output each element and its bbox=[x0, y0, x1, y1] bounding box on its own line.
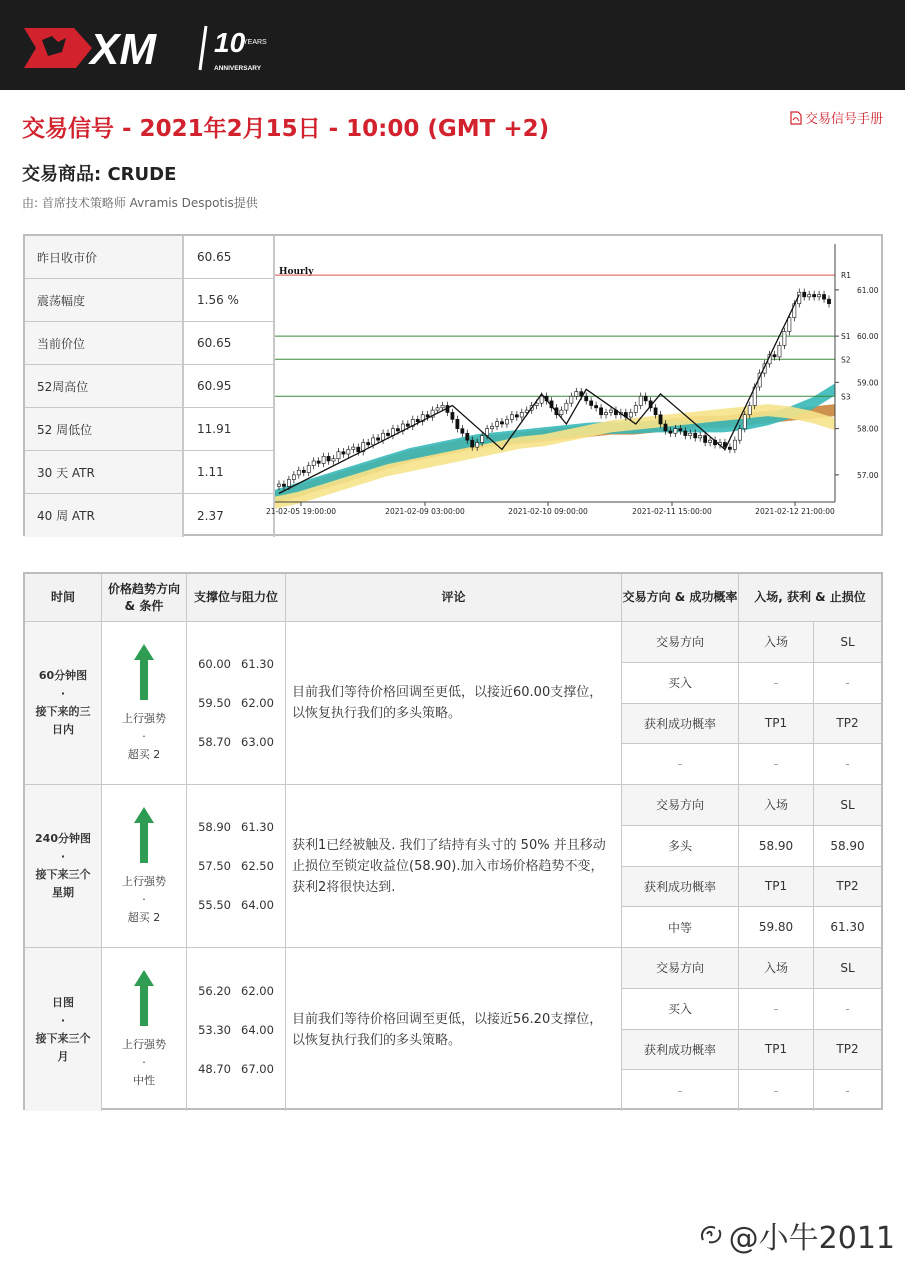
logo-years: YEARS bbox=[243, 39, 267, 46]
signal-grid-cell: - bbox=[814, 989, 881, 1030]
candle-body bbox=[822, 295, 825, 300]
resistance-value: 62.00 bbox=[241, 696, 274, 710]
signal-grid-cell: 多头 bbox=[622, 826, 739, 867]
candle-body bbox=[282, 484, 285, 486]
signal-grid-cell: 交易方向 bbox=[622, 785, 739, 826]
timeframe-text: · bbox=[60, 687, 66, 700]
candle-body bbox=[704, 436, 707, 443]
candle-body bbox=[500, 422, 503, 424]
candle-body bbox=[560, 410, 563, 415]
signal-grid-cell: TP2 bbox=[814, 1030, 881, 1071]
candle-body bbox=[287, 480, 290, 487]
stat-value: 2.37 bbox=[184, 494, 275, 537]
candle-body bbox=[565, 403, 568, 410]
candle-body bbox=[327, 456, 330, 461]
hourly-chart bbox=[265, 236, 881, 534]
resistance-value: 62.50 bbox=[241, 859, 274, 873]
signal-grid-cell: 58.90 bbox=[814, 826, 881, 867]
candle-body bbox=[585, 396, 588, 401]
chart-background bbox=[275, 236, 881, 534]
level-pair bbox=[198, 971, 274, 1010]
resistance-value: 61.30 bbox=[241, 820, 274, 834]
candle-body bbox=[337, 452, 340, 459]
signal-grid-cell: TP2 bbox=[814, 867, 881, 908]
timeframe-text: 接下来三个 bbox=[35, 868, 91, 881]
stat-label: 当前价位 bbox=[25, 322, 184, 364]
stat-row bbox=[25, 365, 275, 408]
candle-body bbox=[570, 396, 573, 403]
trend-text: 超买 2 bbox=[127, 748, 161, 761]
stat-value: 1.56 % bbox=[184, 279, 275, 321]
trend-text: 上行强势 bbox=[122, 875, 166, 888]
trend-cell bbox=[102, 948, 187, 1111]
candle-body bbox=[817, 295, 820, 297]
timeframe-text: 星期 bbox=[52, 886, 74, 899]
levels-cell bbox=[187, 948, 286, 1111]
signal-grid-cell: 交易方向 bbox=[622, 948, 739, 989]
signal-grid-cell: 61.30 bbox=[814, 907, 881, 948]
signal-grid-cell: SL bbox=[814, 948, 881, 989]
resistance-value: 63.00 bbox=[241, 735, 274, 749]
manual-link[interactable] bbox=[790, 108, 883, 127]
timeframe-text: · bbox=[60, 850, 66, 863]
logo-divider bbox=[200, 26, 206, 70]
candle-body bbox=[406, 424, 409, 426]
candle-body bbox=[307, 466, 310, 473]
candle-body bbox=[629, 412, 632, 417]
stats-panel bbox=[23, 234, 883, 536]
support-value: 48.70 bbox=[198, 1061, 231, 1076]
stat-value: 1.11 bbox=[184, 451, 275, 493]
timeframe-text: 日图 bbox=[52, 995, 74, 1009]
up-arrow-icon bbox=[134, 644, 154, 700]
candle-body bbox=[808, 295, 811, 297]
candle-body bbox=[342, 452, 345, 454]
timeframe-text: 接下来的三 bbox=[35, 705, 91, 718]
timeframe-text: · bbox=[60, 1013, 66, 1027]
candle-body bbox=[738, 429, 741, 441]
signal-grid-cell: SL bbox=[814, 785, 881, 826]
candle-body bbox=[743, 415, 746, 429]
candle-body bbox=[292, 475, 295, 480]
up-arrow-shape bbox=[134, 807, 154, 863]
signal-grid-cell: 58.90 bbox=[739, 826, 814, 867]
trend-cell bbox=[102, 785, 187, 948]
candle-body bbox=[540, 396, 543, 403]
header-bar bbox=[0, 0, 905, 90]
signal-grid-cell: 59.80 bbox=[739, 907, 814, 948]
level-label: S3 bbox=[841, 392, 851, 402]
support-value: 55.50 bbox=[198, 898, 231, 912]
x-tick-label: 2021-02-11 15:00:00 bbox=[632, 507, 712, 516]
candle-body bbox=[590, 401, 593, 406]
support-value: 56.20 bbox=[198, 983, 231, 998]
table-header: 支撑位与阻力位 bbox=[187, 574, 286, 622]
level-pair bbox=[198, 645, 274, 684]
candle-body bbox=[609, 410, 612, 412]
support-value: 57.50 bbox=[198, 859, 231, 873]
watermark-text: @小牛2011 bbox=[728, 1221, 895, 1256]
signal-grid-cell: 获利成功概率 bbox=[622, 867, 739, 908]
x-tick-label: 2021-02-09 03:00:00 bbox=[385, 507, 465, 516]
candle-body bbox=[436, 408, 439, 410]
candle-body bbox=[396, 429, 399, 431]
signal-grid-cell: - bbox=[622, 1070, 739, 1111]
support-value: 58.90 bbox=[198, 820, 231, 834]
candle-body bbox=[803, 292, 806, 297]
resistance-value: 67.00 bbox=[241, 1061, 274, 1076]
signal-grid-cell: TP1 bbox=[739, 704, 814, 745]
table-header: 时间 bbox=[25, 574, 102, 622]
stat-row bbox=[25, 494, 275, 537]
candle-body bbox=[773, 355, 776, 357]
candle-body bbox=[604, 412, 607, 414]
candle-body bbox=[332, 459, 335, 461]
candle-body bbox=[654, 408, 657, 415]
resistance-value: 64.00 bbox=[241, 898, 274, 912]
candle-body bbox=[297, 470, 300, 475]
y-tick-label: 58.00 bbox=[857, 424, 879, 434]
signal-grid-cell: 入场 bbox=[739, 785, 814, 826]
candle-body bbox=[510, 415, 513, 420]
signal-grid-cell: 获利成功概率 bbox=[622, 704, 739, 745]
table-header: 价格趋势方向 & 条件 bbox=[102, 574, 187, 622]
trade-signal-table bbox=[23, 572, 883, 1110]
candle-body bbox=[367, 443, 370, 445]
up-arrow-icon bbox=[134, 970, 154, 1026]
signal-grid-cell: 中等 bbox=[622, 907, 739, 948]
candle-body bbox=[674, 429, 677, 434]
x-tick-label: 2021-02-12 21:00:00 bbox=[755, 507, 835, 516]
support-value: 60.00 bbox=[198, 657, 231, 671]
candle-body bbox=[376, 438, 379, 440]
y-tick-label: 61.00 bbox=[857, 285, 879, 295]
stat-row bbox=[25, 279, 275, 322]
logo-ten: 10 bbox=[214, 27, 246, 58]
pdf-icon bbox=[790, 111, 802, 125]
signal-grid-cell: SL bbox=[814, 622, 881, 663]
candle-body bbox=[471, 440, 474, 447]
x-tick-label: 2021-02-10 09:00:00 bbox=[508, 507, 588, 516]
candle-body bbox=[302, 470, 305, 472]
resistance-value: 61.30 bbox=[241, 657, 274, 671]
stat-value: 60.95 bbox=[184, 365, 275, 407]
table-header: 交易方向 & 成功概率 bbox=[622, 574, 739, 622]
level-pair bbox=[198, 723, 274, 762]
manual-link-label[interactable]: 交易信号手册 bbox=[804, 112, 883, 127]
level-pair bbox=[198, 1049, 274, 1088]
watermark-logo-icon bbox=[697, 1222, 725, 1248]
timeframe-text: 240分钟图 bbox=[35, 832, 91, 845]
trend-text: 上行强势 bbox=[122, 712, 166, 725]
level-pair bbox=[198, 847, 274, 886]
signal-grid-cell: 入场 bbox=[739, 948, 814, 989]
candle-body bbox=[461, 429, 464, 434]
stat-row bbox=[25, 236, 275, 279]
level-pair bbox=[198, 1010, 274, 1049]
candle-body bbox=[748, 406, 751, 415]
candle-body bbox=[599, 408, 602, 415]
candle-body bbox=[357, 447, 360, 452]
comment-cell: 获利1已经被触及. 我们了结持有头寸的 50% 并且移动止损位至锁定收益位(58.90).加入市场价格趋势不变，获利2将很快达到. bbox=[286, 785, 622, 948]
timeframe-text: 月 bbox=[57, 1049, 69, 1063]
signal-grid-cell: 买入 bbox=[622, 663, 739, 704]
candle-body bbox=[694, 433, 697, 438]
candle-body bbox=[728, 447, 731, 449]
candle-body bbox=[639, 396, 642, 405]
stat-label: 震荡幅度 bbox=[25, 279, 184, 321]
resistance-value: 62.00 bbox=[241, 983, 274, 998]
candle-body bbox=[708, 440, 711, 442]
signal-grid-cell: - bbox=[739, 663, 814, 704]
signal-grid-cell: - bbox=[739, 989, 814, 1030]
candle-body bbox=[456, 419, 459, 428]
candle-body bbox=[689, 433, 692, 435]
candle-body bbox=[515, 415, 518, 417]
timeframe-text: 日内 bbox=[52, 723, 74, 736]
signal-grid-cell: - bbox=[814, 744, 881, 785]
signal-grid-cell: 获利成功概率 bbox=[622, 1030, 739, 1071]
signal-grid-cell: TP1 bbox=[739, 1030, 814, 1071]
up-arrow-icon bbox=[134, 807, 154, 863]
comment-cell: 目前我们等待价格回调至更低，以接近60.00支撑位，以恢复执行我们的多头策略。 bbox=[286, 622, 622, 785]
candle-body bbox=[575, 392, 578, 397]
candle-body bbox=[783, 332, 786, 346]
timeframe-cell bbox=[25, 785, 102, 948]
support-value: 58.70 bbox=[198, 735, 231, 749]
candle-body bbox=[684, 431, 687, 436]
candle-body bbox=[451, 412, 454, 419]
x-tick-label: 21-02-05 19:00:00 bbox=[265, 507, 337, 516]
candle-body bbox=[347, 449, 350, 454]
trend-text: · bbox=[142, 1056, 146, 1069]
table-header: 入场, 获利 & 止损位 bbox=[739, 574, 881, 622]
signal-grid-cell: 入场 bbox=[739, 622, 814, 663]
candle-body bbox=[778, 345, 781, 357]
trend-text: 中性 bbox=[133, 1074, 155, 1087]
candle-body bbox=[322, 456, 325, 463]
level-label: S1 bbox=[841, 332, 851, 342]
levels-cell bbox=[187, 622, 286, 785]
timeframe-cell bbox=[25, 948, 102, 1111]
support-value: 59.50 bbox=[198, 696, 231, 710]
level-label: S2 bbox=[841, 355, 851, 365]
candle-body bbox=[644, 396, 647, 401]
stat-row bbox=[25, 408, 275, 451]
stat-label: 40 周 ATR bbox=[25, 494, 184, 537]
signal-grid-cell: TP1 bbox=[739, 867, 814, 908]
candle-body bbox=[669, 431, 672, 433]
candle-body bbox=[595, 406, 598, 408]
candle-body bbox=[386, 433, 389, 435]
up-arrow-shape bbox=[134, 970, 154, 1026]
trend-text: · bbox=[142, 893, 146, 906]
signal-grid-cell: 交易方向 bbox=[622, 622, 739, 663]
candle-body bbox=[426, 415, 429, 417]
candle-body bbox=[416, 419, 419, 421]
y-tick-label: 60.00 bbox=[857, 332, 879, 342]
candle-body bbox=[495, 422, 498, 427]
trend-text: 超买 2 bbox=[127, 911, 161, 924]
candle-body bbox=[490, 426, 493, 428]
signal-grid-cell: TP2 bbox=[814, 704, 881, 745]
signal-grid-cell: - bbox=[845, 1083, 850, 1098]
product-title: 交易商品: CRUDE bbox=[22, 164, 177, 185]
stat-row bbox=[25, 451, 275, 494]
comment-cell: 目前我们等待价格回调至更低，以接近56.20支撑位，以恢复执行我们的多头策略。 bbox=[286, 948, 622, 1111]
candle-body bbox=[827, 299, 830, 304]
page-title: 交易信号 - 2021年2月15日 - 10:00 (GMT +2) bbox=[22, 116, 550, 142]
candle-body bbox=[372, 438, 375, 445]
candle-body bbox=[520, 412, 523, 417]
candle-body bbox=[312, 461, 315, 466]
candle-body bbox=[317, 461, 320, 463]
signal-grid-cell: - bbox=[739, 1070, 814, 1111]
stat-row bbox=[25, 322, 275, 365]
resistance-value: 64.00 bbox=[241, 1022, 274, 1037]
signal-grid-cell: - bbox=[622, 744, 739, 785]
chart-title: Hourly bbox=[279, 267, 314, 277]
timeframe-cell bbox=[25, 622, 102, 785]
watermark bbox=[697, 1213, 895, 1257]
trend-text: · bbox=[142, 730, 146, 743]
stat-label: 昨日收市价 bbox=[25, 236, 184, 278]
stat-label: 30 天 ATR bbox=[25, 451, 184, 493]
candle-body bbox=[659, 415, 662, 424]
candle-body bbox=[813, 295, 816, 297]
author-line: 由: 首席技术策略师 Avramis Despotis提供 bbox=[22, 196, 258, 210]
candle-body bbox=[352, 447, 355, 449]
support-value: 53.30 bbox=[198, 1022, 231, 1037]
candle-body bbox=[634, 406, 637, 413]
candle-body bbox=[699, 436, 702, 438]
level-label: R1 bbox=[841, 271, 851, 281]
logo-anniversary: ANNIVERSARY bbox=[214, 65, 262, 72]
signal-grid-cell: - bbox=[739, 744, 814, 785]
candle-body bbox=[441, 406, 444, 408]
stat-label: 52 周低位 bbox=[25, 408, 184, 450]
candle-body bbox=[476, 443, 479, 448]
trend-cell bbox=[102, 622, 187, 785]
signal-grid-cell: 买入 bbox=[622, 989, 739, 1030]
timeframe-text: 接下来三个 bbox=[35, 1031, 91, 1045]
candle-body bbox=[733, 440, 736, 449]
table-header: 评论 bbox=[286, 574, 622, 622]
trend-text: 上行强势 bbox=[122, 1038, 166, 1051]
logo-text: XM bbox=[90, 25, 156, 74]
level-pair bbox=[198, 684, 274, 723]
stat-value: 11.91 bbox=[184, 408, 275, 450]
up-arrow-shape bbox=[134, 644, 154, 700]
level-pair bbox=[198, 886, 274, 925]
candle-body bbox=[381, 433, 384, 440]
levels-cell bbox=[187, 785, 286, 948]
candle-body bbox=[788, 318, 791, 332]
stat-label: 52周高位 bbox=[25, 365, 184, 407]
stat-value: 60.65 bbox=[184, 236, 275, 278]
stat-value: 60.65 bbox=[184, 322, 275, 364]
candle-body bbox=[664, 424, 667, 431]
signal-grid-cell: - bbox=[814, 663, 881, 704]
timeframe-text: 60分钟图 bbox=[38, 669, 88, 682]
xm-logo[interactable] bbox=[22, 18, 282, 76]
candle-body bbox=[679, 429, 682, 431]
level-pair bbox=[198, 808, 274, 847]
candle-body bbox=[277, 484, 280, 486]
candle-body bbox=[481, 436, 484, 443]
y-tick-label: 59.00 bbox=[857, 378, 879, 388]
y-tick-label: 57.00 bbox=[857, 470, 879, 480]
candle-body bbox=[466, 433, 469, 440]
candle-body bbox=[505, 419, 508, 424]
